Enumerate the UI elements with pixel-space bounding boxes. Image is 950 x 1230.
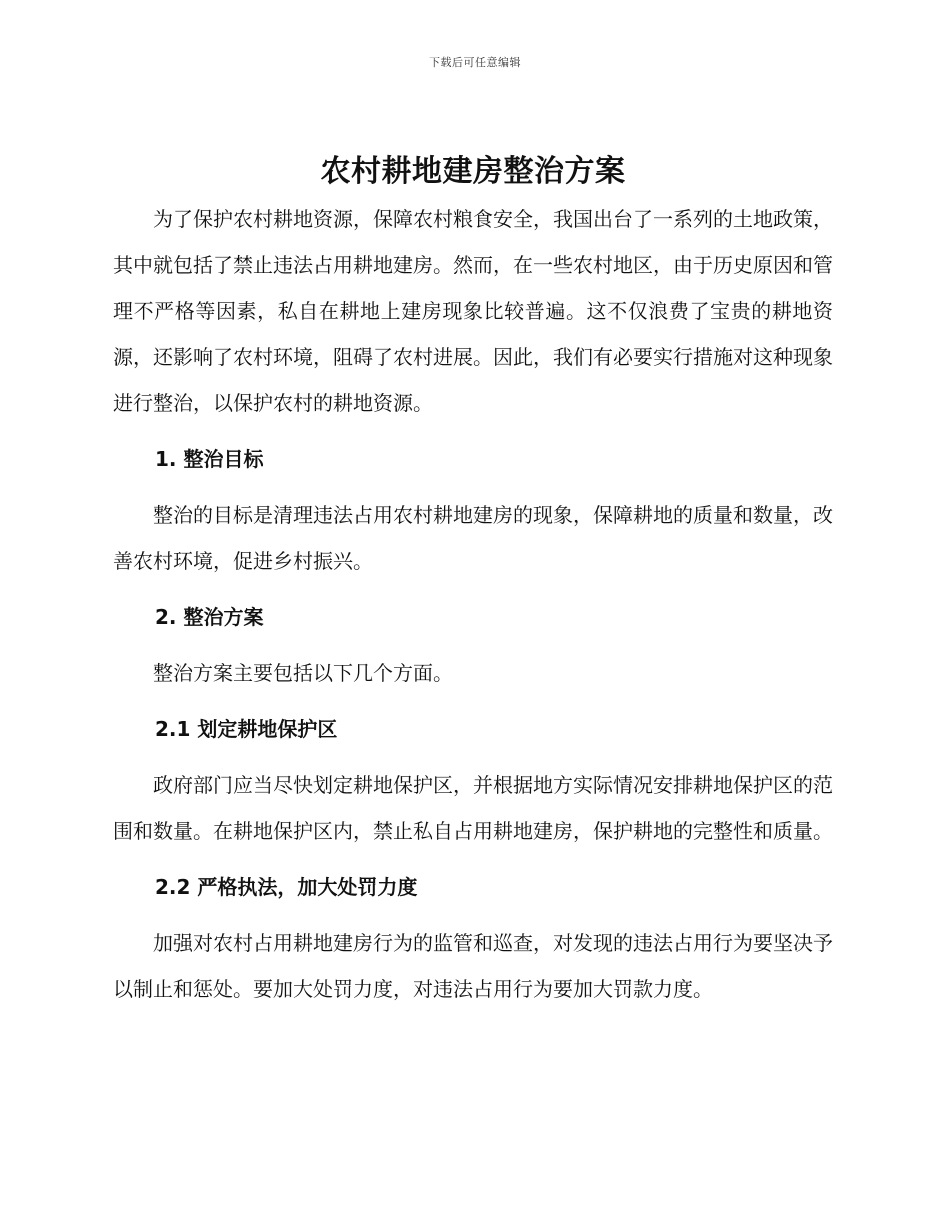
section-heading-enforcement: 2.2 严格执法，加大处罚力度 xyxy=(155,875,418,899)
section-body-enforcement: 加强对农村占用耕地建房行为的监管和巡查，对发现的违法占用行为要坚决予以制止和惩处。要加大处罚力度，对违法占用行为要加大罚款力度。 xyxy=(113,931,833,1001)
section-heading-protection-zone: 2.1 划定耕地保护区 xyxy=(155,717,338,741)
section-body-goal: 整治的目标是清理违法占用农村耕地建房的现象，保障耕地的质量和数量，改善农村环境，促进乡村振兴。 xyxy=(113,503,833,573)
section-heading-goal: 1. 整治目标 xyxy=(155,447,264,471)
document-content xyxy=(113,150,833,1012)
header-note: 下载后可任意编辑 xyxy=(429,56,521,69)
section-body-plan: 整治方案主要包括以下几个方面。 xyxy=(153,661,453,685)
document-title: 农村耕地建房整治方案 xyxy=(320,154,626,189)
section-heading-plan: 2. 整治方案 xyxy=(155,605,264,629)
section-body-protection-zone: 政府部门应当尽快划定耕地保护区，并根据地方实际情况安排耕地保护区的范围和数量。在耕地保护区内，禁止私自占用耕地建房，保护耕地的完整性和质量。 xyxy=(113,773,833,843)
intro-paragraph: 为了保护农村耕地资源，保障农村粮食安全，我国出台了一系列的土地政策，其中就包括了禁止违法占用耕地建房。然而，在一些农村地区，由于历史原因和管理不严格等因素，私自在耕地上建房现象比较普遍。这不仅浪费了宝贵的耕地资源，还影响了农村环境，阻碍了农村进展。因此，我们有必要实行措施对这种现象进行整治，以保护农村的耕地资源。 xyxy=(113,207,833,415)
